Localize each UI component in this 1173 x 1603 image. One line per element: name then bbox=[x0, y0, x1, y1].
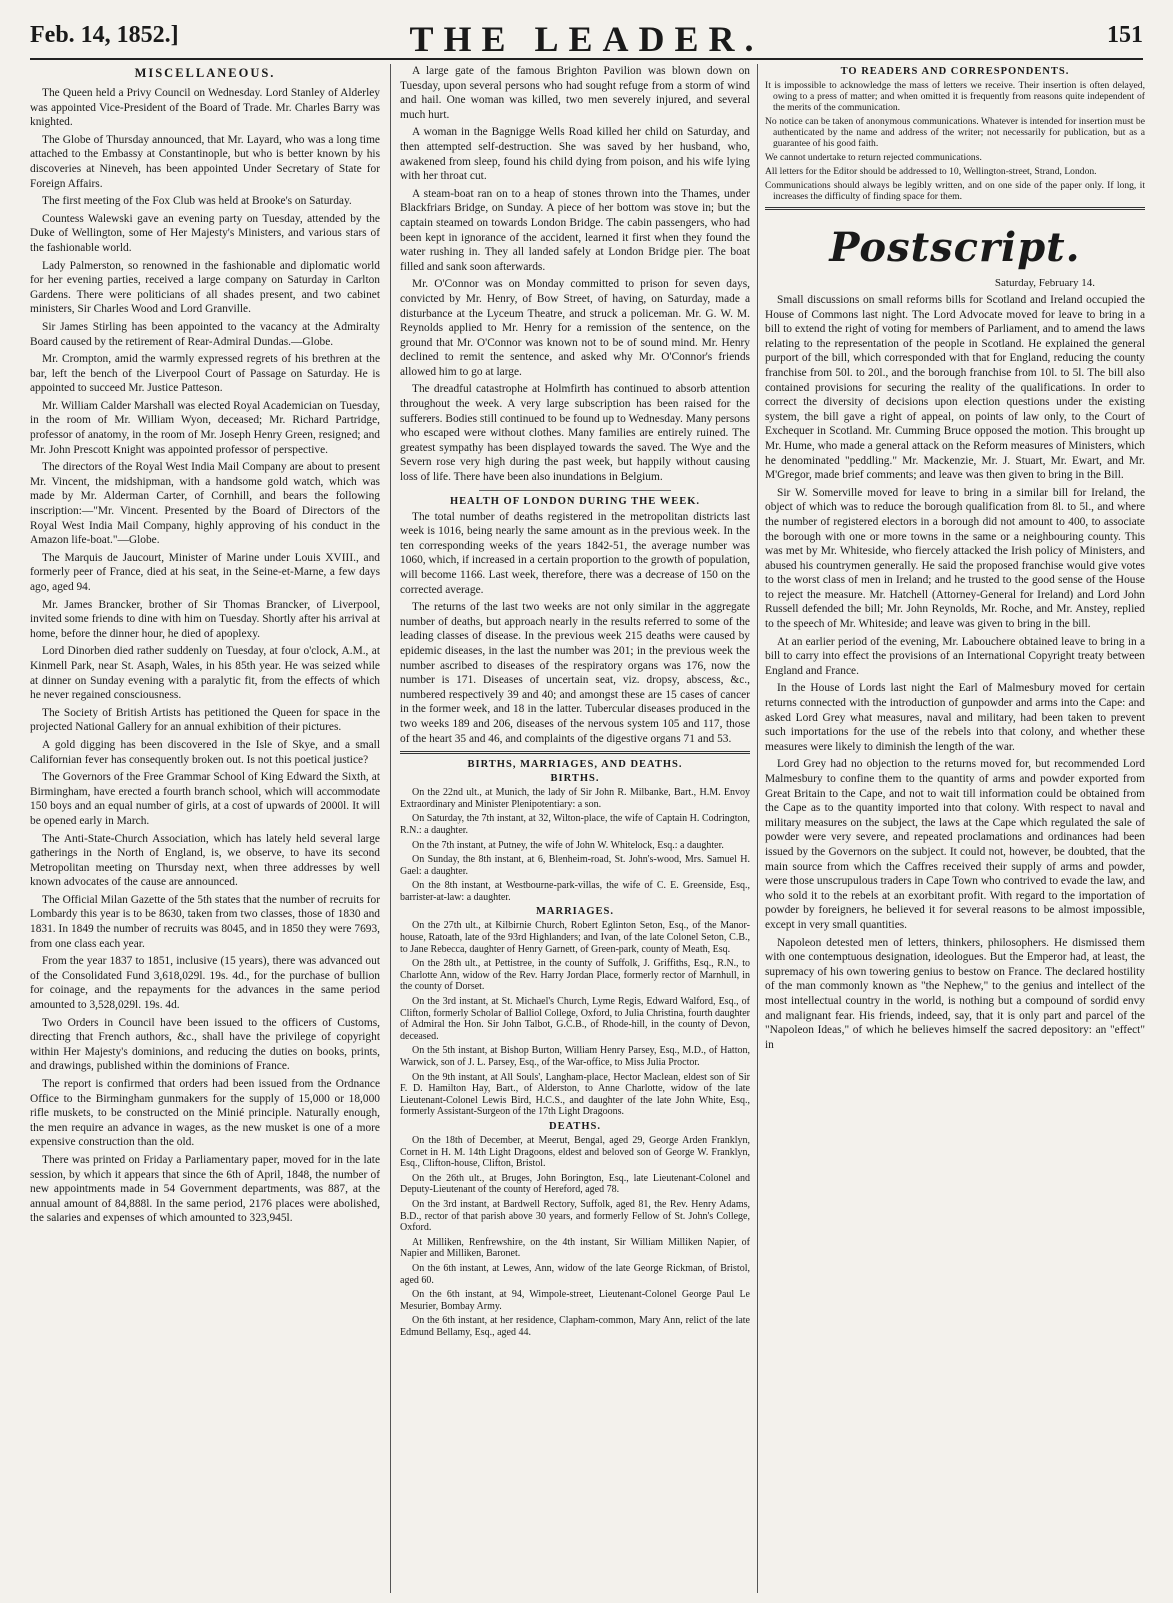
paragraph: The Marquis de Jaucourt, Minister of Marine under Louis XVIII., and formerly peer of France, died at his seat, in the Seine-et-Marne, a few days ago, aged 94. bbox=[30, 551, 380, 593]
paragraph: A woman in the Bagnigge Wells Road killed her child on Saturday, and then attempted self-destruction. She was saved by her husband, who, awakened from sleep, found his child dying from poison, and his wife lying with her throat cut. bbox=[400, 126, 750, 183]
paragraph: The Anti-State-Church Association, which has lately held several large gatherings in the North of England, is, we observe, to have its second Metropolitan meeting on Thursday next, when three addresses by well known advocates of the cause are announced. bbox=[30, 832, 380, 889]
paragraph: In the House of Lords last night the Earl of Malmesbury moved for certain returns connected with the introduction of gunpowder and arms into the Cape: and asked Lord Grey what measures, naval and military, had been taken to prevent such importations for the use of the rebels into that colony, and whether these measures were likely to diminish the length of the war. bbox=[765, 682, 1145, 753]
death-notice: On the 3rd instant, at Bardwell Rectory, Suffolk, aged 81, the Rev. Henry Adams, B.D., rector of that parish above 30 years, and formerly Fellow of St. John's College, Oxford. bbox=[400, 1198, 750, 1234]
notice-item: It is impossible to acknowledge the mass of letters we receive. Their insertion is often delayed, owing to a press of matter; and when omitted it is frequently from reasons quite independent of the merits of the communication. bbox=[765, 80, 1145, 113]
paragraph: The Queen held a Privy Council on Wednesday. Lord Stanley of Alderley was appointed Vice-President of the Board of Trade. Mr. Charles Barry was knighted. bbox=[30, 87, 380, 129]
birth-notice: On the 7th instant, at Putney, the wife of John W. Whitelock, Esq.: a daughter. bbox=[412, 839, 724, 851]
postscript-title: Postscript. bbox=[829, 224, 1081, 271]
births-list bbox=[400, 787, 750, 903]
article-body bbox=[30, 86, 380, 1226]
paragraph: The first meeting of the Fox Club was held at Brooke's on Saturday. bbox=[42, 195, 352, 208]
column-postscript bbox=[765, 64, 1145, 1593]
death-notice: On the 18th of December, at Meerut, Bengal, aged 29, George Arden Franklyn, Cornet in H. M. 14th Light Dragoons, eldest and beloved son of George W. Franklyn, Esq., Clifton-house, Clifton, Bristol. bbox=[400, 1134, 750, 1170]
section-heading: BIRTHS, MARRIAGES, AND DEATHS. bbox=[467, 759, 683, 771]
issue-date: Feb. 14, 1852.] bbox=[30, 22, 179, 48]
article-body bbox=[765, 293, 1145, 1052]
deaths-list bbox=[400, 1135, 750, 1339]
paragraph: Mr. O'Connor was on Monday committed to prison for seven days, convicted by Mr. Henry, of Bow Street, of having, on Saturday, made a disturbance at the Lyceum Theatre, and struck a policeman. Mr. G. W. M. Reynolds applied to Mr. Henry for a remission of the sentence, on the ground that Mr. O'Connor was known not to be of sound mind. Mr. Henry declined to remit the sentence, and asked why Mr. O'Connor's friends allowed him to go at large. bbox=[400, 278, 750, 378]
notice-item: Communications should always be legibly written, and on one side of the paper only. If long, it increases the difficulty of finding space for them. bbox=[765, 180, 1145, 202]
notice-item: All letters for the Editor should be addressed to 10, Wellington-street, Strand, London. bbox=[765, 166, 1097, 177]
paragraph: The Governors of the Free Grammar School of King Edward the Sixth, at Birmingham, have erected a fourth branch school, which will accommodate 150 boys and an equal number of girls, at a cost of upwards of 2000l. It will be opened early in March. bbox=[30, 771, 380, 827]
birth-notice: On the 22nd ult., at Munich, the lady of Sir John R. Milbanke, Bart., H.M. Envoy Extraordinary and Minister Plenipotentiary: a son. bbox=[400, 787, 750, 810]
paragraph: Countess Walewski gave an evening party on Tuesday, attended by the Duke of Wellington, some of Her Majesty's Ministers, and various stars of the fashionable world. bbox=[30, 212, 380, 254]
marriage-notice: On the 5th instant, at Bishop Burton, William Henry Parsey, Esq., M.D., of Hatton, Warwick, son of J. L. Parsey, Esq., of the War-office, to Miss Julia Proctor. bbox=[400, 1045, 750, 1068]
paragraph: The dreadful catastrophe at Holmfirth has continued to absorb attention throughout the week. A very large subscription has been raised for the sufferers. Bodies still continued to be found up to Wednesday. Many persons who escaped were without clothes. Many families are entirely ruined. The greatest sympathy has been displayed towards the saved. The Wye and the Severn rose very high during the past week, but happily without causing loss of life. There have been also inundations in Belgium. bbox=[400, 383, 750, 484]
notice-item: No notice can be taken of anonymous communications. Whatever is intended for insertion must be authenticated by the name and address of the writer; not necessarily for publication, but as a guarantee of his good faith. bbox=[765, 116, 1145, 149]
paragraph: Napoleon detested men of letters, thinkers, philosophers. He dismissed them with one contemptuous designation, ideologues. But the Emperor had, at least, the supremacy of his own towering genius to bestow on France. The declared hostility of the man commonly known as "the Nephew," to the genius and intellect of the most intellectual country in the world, is nothing but a compound of sordid envy and malignant fear. His friends, indeed, say, that it is only part and parcel of the "Napoleon Ideas," of which he believes himself the sacred depository: an "effect" in bbox=[765, 936, 1145, 1051]
subheading: MARRIAGES. bbox=[536, 906, 614, 918]
paragraph: The Society of British Artists has petitioned the Queen for space in the projected National Gallery for an annual exhibition of their pictures. bbox=[30, 706, 380, 734]
birth-notice: On Saturday, the 7th instant, at 32, Wilton-place, the wife of Captain H. Codrington, R.N.: a daughter. bbox=[400, 813, 750, 836]
paragraph: At an earlier period of the evening, Mr. Labouchere obtained leave to bring in a bill to carry into effect the provisions of an International Copyright treaty between England and France. bbox=[765, 635, 1145, 677]
section-heading: MISCELLANEOUS. bbox=[134, 66, 276, 80]
paragraph: Mr. William Calder Marshall was elected Royal Academician on Tuesday, in the room of Mr. William Wyon, deceased; Mr. Richard Partridge, professor of anatomy, in the room of Mr. Joseph Henry Green, resigned; and Mr. John Prescott Knight was appointed professor of perspective. bbox=[30, 399, 380, 456]
column-rule bbox=[757, 64, 758, 1593]
paragraph: Sir W. Somerville moved for leave to bring in a similar bill for Ireland, the object of which was to reduce the borough qualification from 8l. to 5l., and where the number of registered electors in a borough did not amount to 400, to associate the borough with one or more towns in the same or a neighbouring county. This was met by Mr. Whiteside, who fiercely attacked the Irish policy of Ministers, and abused his countrymen generally. He said the proposed franchise would give votes to the worst class of men in Ireland; and he trusted to the good sense of the House to reject the measure. Mr. Hatchell (Attorney-General for Ireland) and Lord John Russell defended the bill; Mr. John Reynolds, Mr. Roche, and Mr. Anstey, replied to the speech of Mr. Whiteside; and leave was given to bring in the bill. bbox=[765, 486, 1145, 631]
column-rule bbox=[390, 64, 391, 1593]
paragraph: Sir James Stirling has been appointed to the vacancy at the Admiralty Board caused by the retirement of Rear-Admiral Dundas.—Globe. bbox=[30, 320, 380, 348]
paragraph: A large gate of the famous Brighton Pavilion was blown down on Tuesday, upon several persons who had sought refuge from a storm of wind and hail. One woman was killed, two men severely injured, and several much hurt. bbox=[400, 65, 750, 121]
section-heading: TO READERS AND CORRESPONDENTS. bbox=[840, 66, 1070, 77]
dateline: Saturday, February 14. bbox=[994, 277, 1095, 289]
paragraph: Lord Grey had no objection to the returns moved for, but recommended Lord Malmesbury to confine them to the quantity of arms and powder exported from Great Britain to the Cape, and not to wait till information could be obtained from the Cape as to the quantity imported into that colony. With respect to naval and military measures on the subject, the laws at the Cape which regulated the sale of powder were very severe, and repeated proclamations and ordinances had been issued by the Governors on the subject. It could not, however, be doubted, that the main source from which the Caffres received their supply of arms and powder, were those unscrupulous traders in Cape Town who contrived to evade the law, and who sold it to the rebels at an exorbitant profit. With regard to the importation of powder by foreigners, he believed it for several reasons to be almost impossible, except in very small quantities. bbox=[765, 758, 1145, 931]
column-miscellaneous bbox=[30, 64, 380, 1593]
paragraph: Small discussions on small reforms bills for Scotland and Ireland occupied the House of Commons last night. The Lord Advocate moved for leave to bring in a bill to extend the right of voting for members of Parliament, and to amend the laws relating to the representation of the people in Scotland. He explained the general purport of the bill, which corresponded with that for England, reducing the county franchise from 50l. to 20l., and the borough franchise from 10l. to 5l. The bill also contained provisions for securing the reality of the qualifications. In order to correct the diversity of decisions upon election questions under the existing system, the bill gave a right of appeal, on points of law only, to the Court of Exchequer in Scotland. Mr. Cumming Bruce opposed the motion. This brought up Mr. Hume, who made a general attack on the Reform measures of Ministers, which he denominated "peddling." Mr. Mackenzie, Mr. J. Stuart, Mr. Ewart, and Mr. M'Gregor, made brief comments; and leave was then given to bring in the Bill. bbox=[765, 294, 1145, 482]
paragraph: A steam-boat ran on to a heap of stones thrown into the Thames, under Blackfriars Bridge, on Sunday. A piece of her bottom was stove in; but the captain steamed on towards London Bridge. The cabin passengers, who had been kept in ignorance of the accident, learned it first when they found the water rushing in. They all landed safely at London Bridge pier. The boat filled and sank soon afterwards. bbox=[400, 187, 750, 273]
divider bbox=[765, 207, 1145, 210]
paragraph: A gold digging has been discovered in the Isle of Skye, and a small Californian fever has consequently broken out. Is not this poetical justice? bbox=[30, 738, 380, 766]
page-number: 151 bbox=[1107, 22, 1143, 48]
health-report bbox=[400, 510, 750, 747]
paragraph: The Official Milan Gazette of the 5th states that the number of recruits for Lombardy this year is to be 8630, taken from two classes, those of 1830 and 1831. In 1849 the number of recruits was 8045, and in 1850 they were 7693, from one class each year. bbox=[30, 893, 380, 950]
marriage-notice: On the 28th ult., at Pettistree, in the county of Suffolk, J. Griffiths, Esq., R.N., to Charlotte Ann, widow of the Rev. Harry Jordan Place, formerly rector of Marnhull, in the county of Dorset. bbox=[400, 958, 750, 993]
notice-item: We cannot undertake to return rejected communications. bbox=[765, 152, 982, 163]
newspaper-title: THE LEADER. bbox=[409, 19, 764, 59]
divider bbox=[400, 751, 750, 754]
marriages-list bbox=[400, 920, 750, 1118]
paragraph: Mr. Crompton, amid the warmly expressed regrets of his brethren at the bar, left the bench of the Liverpool Court of Passage on Saturday. He is appointed to succeed Mr. Justice Patteson. bbox=[30, 353, 380, 395]
birth-notice: On the 8th instant, at Westbourne-park-villas, the wife of C. E. Greenside, Esq., barrister-at-law: a daughter. bbox=[400, 880, 750, 903]
article-body bbox=[400, 64, 750, 485]
masthead bbox=[30, 10, 1143, 60]
birth-notice: On Sunday, the 8th instant, at 6, Blenheim-road, St. John's-wood, Mrs. Samuel H. Gael: a daughter. bbox=[400, 854, 750, 877]
paragraph: From the year 1837 to 1851, inclusive (15 years), there was advanced out of the Consolidated Fund 3,618,029l. 19s. 4d., for the purchase of bullion for coinage, and the repayments for the advances in the same period amounted to 3,528,029l. 19s. 4d. bbox=[30, 955, 380, 1012]
announcements bbox=[400, 773, 750, 1338]
notices bbox=[765, 80, 1145, 202]
paragraph: The Globe of Thursday announced, that Mr. Layard, who was a long time attached to the Embassy at Constantinople, but who is better known by his discoveries at Nineveh, has been appointed Under Secretary of State for Foreign Affairs. bbox=[30, 133, 380, 190]
paragraph: There was printed on Friday a Parliamentary paper, moved for in the late session, by which it appears that since the 6th of April, 1848, the number of new appointments made in 54 Government departments, was 887, at the annual amount of 84,888l. In the same period, 2176 places were abolished, the salaries and expenses of which amounted to 323,945l. bbox=[30, 1153, 380, 1225]
death-notice: At Milliken, Renfrewshire, on the 4th instant, Sir William Milliken Napier, of Napier and Milliken, Baronet. bbox=[400, 1236, 750, 1260]
paragraph: Mr. James Brancker, brother of Sir Thomas Brancker, of Liverpool, invited some friends to dine with him on Tuesday. Shortly after his arrival at home, before the dinner hour, he died of apoplexy. bbox=[30, 598, 380, 640]
subheading: BIRTHS. bbox=[550, 773, 600, 785]
marriage-notice: On the 9th instant, at All Souls', Langham-place, Hector Maclean, eldest son of Sir F. D. Hamilton Hay, Bart., of Alderston, to Anne Charlotte, widow of the late Lieutenant-Colonel Lewis Bird, H.C.S., and daughter of the late John White, Esq., formerly Assistant-Surgeon of the 17th Light Dragoons. bbox=[400, 1071, 750, 1118]
paragraph: The total number of deaths registered in the metropolitan districts last week is 1016, being nearly the same amount as in the previous week. In the ten corresponding weeks of the years 1842-51, the average number was 1060, which, if increased in a certain proportion to the growth of population, will become 1166. Last week, therefore, there was a decrease of 150 on the corrected average. bbox=[400, 510, 750, 596]
death-notice: On the 6th instant, at Lewes, Ann, widow of the late George Rickman, of Bristol, aged 60. bbox=[400, 1262, 750, 1286]
death-notice: On the 6th instant, at 94, Wimpole-street, Lieutenant-Colonel George Paul Le Mesurier, Bombay Army. bbox=[400, 1289, 750, 1312]
paragraph: Lord Dinorben died rather suddenly on Tuesday, at four o'clock, A.M., at Kinmell Park, near St. Asaph, Wales, in his 85th year. He was seized while at dinner on Sunday evening with a paralytic fit, from the effects of which he never regained consciousness. bbox=[30, 645, 380, 702]
paragraph: Lady Palmerston, so renowned in the fashionable and diplomatic world for her evening parties, received a large company on Saturday in Carlton Gardens. There were politicians of all shades present, and two cabinet ministers, Sir Charles Wood and Lord Granville. bbox=[30, 259, 380, 316]
subheading: DEATHS. bbox=[548, 1120, 602, 1132]
paragraph: The directors of the Royal West India Mail Company are about to present Mr. Vincent, the midshipman, with a handsome gold watch, which was made by Mr. Alderman Carter, of Cornhill, and bears the following inscription:—"Mr. Vincent. Presented by the Board of Directors of the Royal West India Mail Company, highly approving of his conduct in the Amazon life-boat."—Globe. bbox=[30, 461, 380, 547]
paragraph: The returns of the last two weeks are not only similar in the aggregate number of deaths, but approach nearly in the results referred to some of the leading classes of disease. In the previous week 215 deaths were caused by epidemic diseases, in the last the number was 201; in the previous week the number ascribed to diseases of the respiratory organs was 176, now the number is 171. Diseases of uncertain seat, viz. dropsy, abscess, &c., numbered respectively 39 and 40; and amongst these are 15 cases of cancer in the former week, and 18 in the latter. Tubercular diseases produced in the two weeks 189 and 206, diseases of the nervous system 105 and 117, those of the heart 35 and 46, and complaints of the digestive organs 71 and 53. bbox=[400, 601, 750, 745]
death-notice: On the 26th ult., at Bruges, John Borington, Esq., late Lieutenant-Colonel and Deputy-Lieutenant of the county of Hereford, aged 78. bbox=[400, 1172, 750, 1196]
divider bbox=[479, 490, 672, 491]
death-notice: On the 6th instant, at her residence, Clapham-common, Mary Ann, relict of the late Edmund Bellamy, Esq., aged 44. bbox=[400, 1315, 750, 1338]
section-heading: HEALTH OF LONDON DURING THE WEEK. bbox=[449, 495, 701, 507]
paragraph: The report is confirmed that orders had been issued from the Ordnance Office to the Birmingham gunmakers for the supply of 15,000 or 18,000 rifle muskets, to be constructed on the Minié principle. Naturally enough, the men require an advance in wages, as the new musket is one of a more expensive construction than the old. bbox=[30, 1078, 380, 1149]
column-news bbox=[400, 64, 750, 1593]
paragraph: Two Orders in Council have been issued to the officers of Customs, directing that French authors, &c., shall have the privilege of copyright within Her Majesty's dominions, and reducing the duties on books, prints, and drawings, published within the dominions of France. bbox=[30, 1016, 380, 1073]
marriage-notice: On the 3rd instant, at St. Michael's Church, Lyme Regis, Edward Walford, Esq., of Clifton, formerly Scholar of Balliol College, Oxford, to Julia Christina, fourth daughter of Admiral the Hon. Sir John Talbot, G.C.B., of Rhode-hill, in the county of Devon, deceased. bbox=[400, 996, 750, 1042]
marriage-notice: On the 27th ult., at Kilbirnie Church, Robert Eglinton Seton, Esq., of the Manor-house, Ratoath, late of the 93rd Highlanders; and Ivan, of the late Colonel Seton, C.B., to Jane Rebecca, daughter of Henry Garnett, of Green-park, county of Meath, Esq. bbox=[400, 920, 750, 955]
